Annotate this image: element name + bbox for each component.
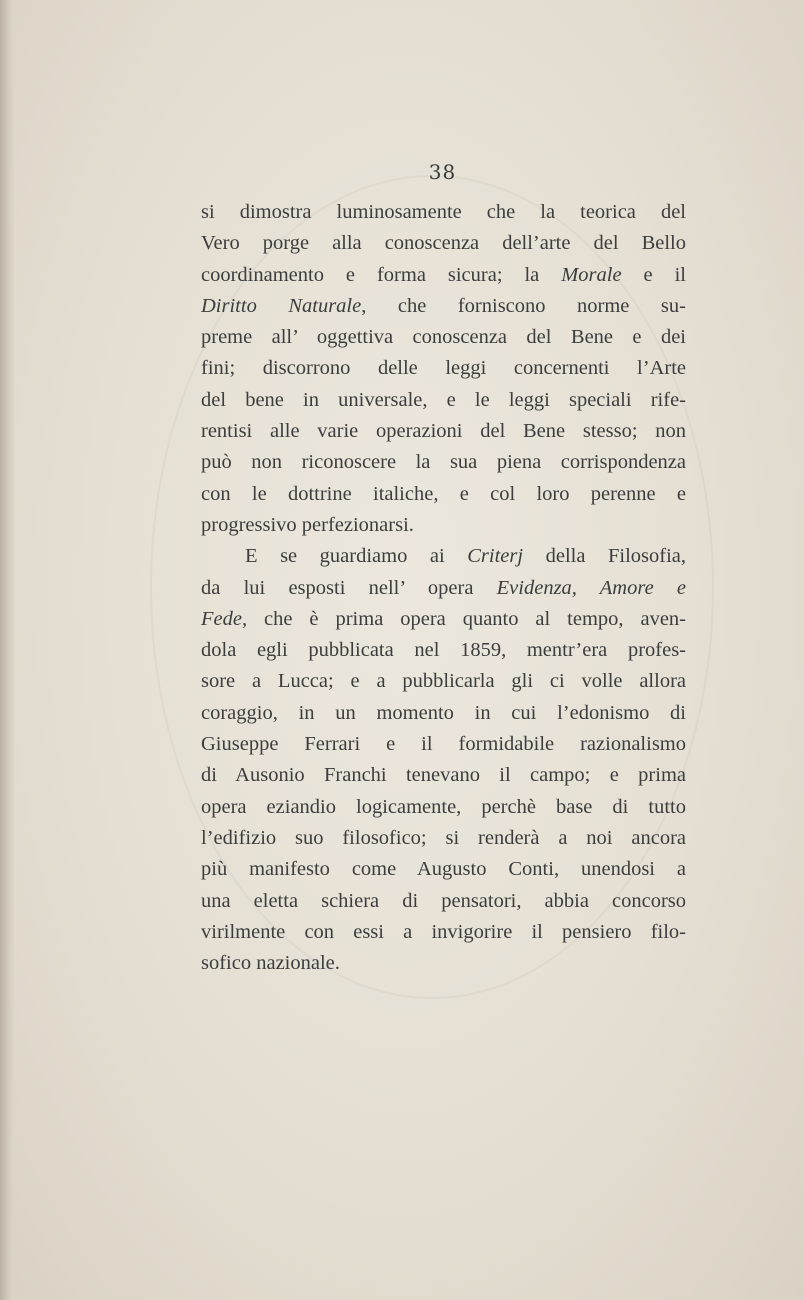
text-line xyxy=(201,479,686,510)
text-run: coordinamento e forma sicura; la xyxy=(201,263,562,286)
text-line xyxy=(201,948,686,979)
text-run: coraggio, in un momento in cui l’edonismo di xyxy=(201,701,686,724)
text-run: una eletta schiera di pensatori, abbia concorso xyxy=(201,889,686,912)
text-run: può non riconoscere la sua piena corrispondenza xyxy=(201,451,686,474)
text-run: del bene in universale, e le leggi speciali rife- xyxy=(201,388,686,411)
text-run: Vero porge alla conoscenza dell’arte del Bello xyxy=(201,232,686,255)
text-run: con le dottrine italiche, e col loro perenne e xyxy=(201,482,686,505)
text-line xyxy=(201,854,686,885)
text-run: di Ausonio Franchi tenevano il campo; e prima xyxy=(201,764,686,787)
text-line xyxy=(201,197,686,228)
body-text xyxy=(201,197,686,979)
page-spine-shadow xyxy=(0,0,14,1300)
text-run: sofico nazionale. xyxy=(201,952,340,975)
italic-text: Diritto Naturale xyxy=(201,294,362,317)
text-run: Giuseppe Ferrari e il formidabile razionalismo xyxy=(201,733,686,756)
text-line xyxy=(201,729,686,760)
text-run: virilmente con essi a invigorire il pensiero filo- xyxy=(201,920,686,943)
text-line xyxy=(201,886,686,917)
text-line xyxy=(201,416,686,447)
italic-text: Criterj xyxy=(467,545,524,568)
text-run: si dimostra luminosamente che la teorica del xyxy=(201,201,686,223)
text-run: preme all’ oggettiva conoscenza del Bene e dei xyxy=(201,326,686,349)
text-line xyxy=(201,760,686,791)
text-line xyxy=(201,228,686,259)
text-run: dola egli pubblicata nel 1859, mentr’era profes- xyxy=(201,639,686,662)
text-run: della Filosofia, xyxy=(523,545,686,568)
italic-text: Morale xyxy=(561,263,622,286)
text-run: e il xyxy=(621,263,686,286)
text-run: più manifesto come Augusto Conti, unendosi a xyxy=(201,858,686,881)
text-run: da lui esposti nell’ opera xyxy=(201,576,497,599)
text-run: rentisi alle varie operazioni del Bene stesso; non xyxy=(201,420,686,443)
text-line xyxy=(201,322,686,353)
text-line xyxy=(201,385,686,416)
text-line xyxy=(201,666,686,697)
text-run: opera eziandio logicamente, perchè base di tutto xyxy=(201,795,686,818)
text-line xyxy=(201,635,686,666)
text-line xyxy=(201,510,686,541)
text-run: sore a Lucca; e a pubblicarla gli ci volle allora xyxy=(201,670,686,693)
page-number: 38 xyxy=(428,160,457,184)
text-line xyxy=(201,792,686,823)
text-run: fini; discorrono delle leggi concernenti l’Arte xyxy=(201,357,686,380)
text-line xyxy=(201,447,686,478)
text-run: progressivo perfezionarsi. xyxy=(201,513,414,536)
text-line xyxy=(201,823,686,854)
italic-text: Evidenza, Amore e xyxy=(496,576,686,599)
text-line xyxy=(201,353,686,384)
text-run: , che è prima opera quanto al tempo, aven- xyxy=(241,607,686,630)
text-line xyxy=(201,291,686,322)
text-line xyxy=(201,604,686,635)
text-line xyxy=(201,698,686,729)
text-run: E se guardiamo ai xyxy=(245,545,468,568)
text-line xyxy=(201,573,686,604)
text-run: , che forniscono norme su- xyxy=(361,294,686,317)
text-line xyxy=(201,541,686,572)
text-run: l’edifizio suo filosofico; si renderà a noi ancora xyxy=(201,826,686,849)
italic-text: Fede xyxy=(201,607,242,630)
text-line xyxy=(201,917,686,948)
text-line xyxy=(201,260,686,291)
